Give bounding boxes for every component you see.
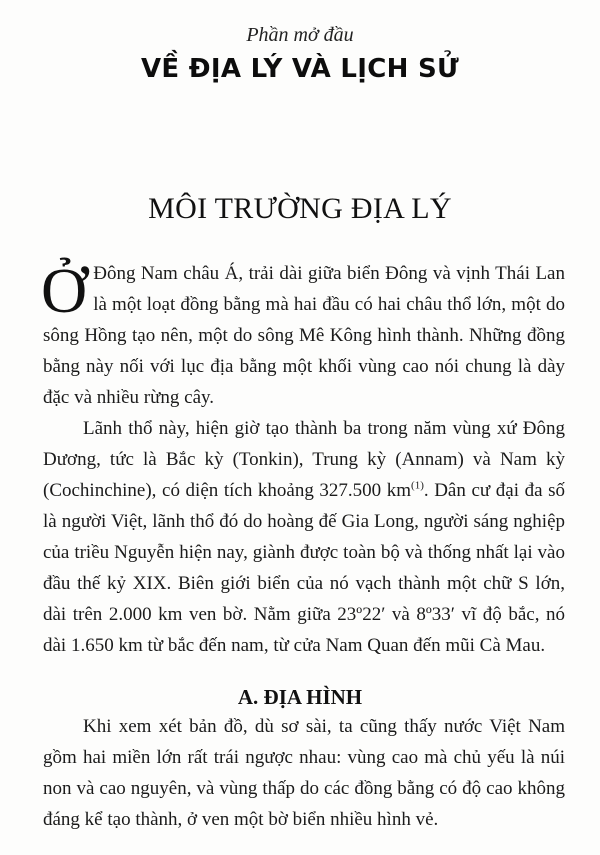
part-title: VỀ ĐỊA LÝ VÀ LỊCH SỬ xyxy=(140,54,460,84)
paragraph-2 xyxy=(43,413,565,661)
subsection-title: A. ĐỊA HÌNH xyxy=(237,685,363,709)
part-label: Phần mở đầu xyxy=(246,24,354,46)
paragraph-2-text-a: Lãnh thổ này, hiện giờ tạo thành ba trong năm vùng xứ Đông Dương, tức là Bắc kỳ (Tonkin), Trung kỳ (Annam) và Nam kỳ (Cochinchine), có diện tích khoảng 327.500 km xyxy=(43,418,565,501)
footnote-marker[interactable]: (1) xyxy=(411,479,424,492)
drop-cap: Ở xyxy=(41,255,88,326)
paragraph-1 xyxy=(41,255,565,413)
paragraph-3: Khi xem xét bản đồ, dù sơ sài, ta cũng thấy nước Việt Nam gồm hai miền lớn rất trái ngược nhau: vùng cao mà chủ yếu là núi non và cao nguyên, và vùng thấp do các đồng bằng có độ cao không đáng kể tạo thành, ở ven một bờ biển nhiều hình vẻ. xyxy=(43,716,565,830)
paragraph-2-text-b: . Dân cư đại đa số là người Việt, lãnh thổ đó do hoàng đế Gia Long, người sáng nghiệp của triều Nguyễn hiện nay, giành được toàn bộ và thống nhất lại vào đầu thế kỷ XIX. Biên giới biển của nó vạch thành một chữ S lớn, dài trên 2.000 km ven bờ. Nằm giữa 23º22′ và 8º33′ vĩ độ bắc, nó dài 1.650 km từ bắc đến nam, từ cửa Nam Quan đến mũi Cà Mau. xyxy=(43,480,565,656)
paragraph-1-text: Đông Nam châu Á, trải dài giữa biển Đông và vịnh Thái Lan là một loạt đồng bằng mà hai đầu có hai châu thổ lớn, một do sông Hồng tạo nên, một do sông Mê Kông hình thành. Những đồng bằng này nối với lục địa bằng một khối vùng cao nói chung là dày đặc và nhiều rừng cây. xyxy=(43,263,565,408)
section-title: MÔI TRƯỜNG ĐỊA LÝ xyxy=(148,192,452,225)
